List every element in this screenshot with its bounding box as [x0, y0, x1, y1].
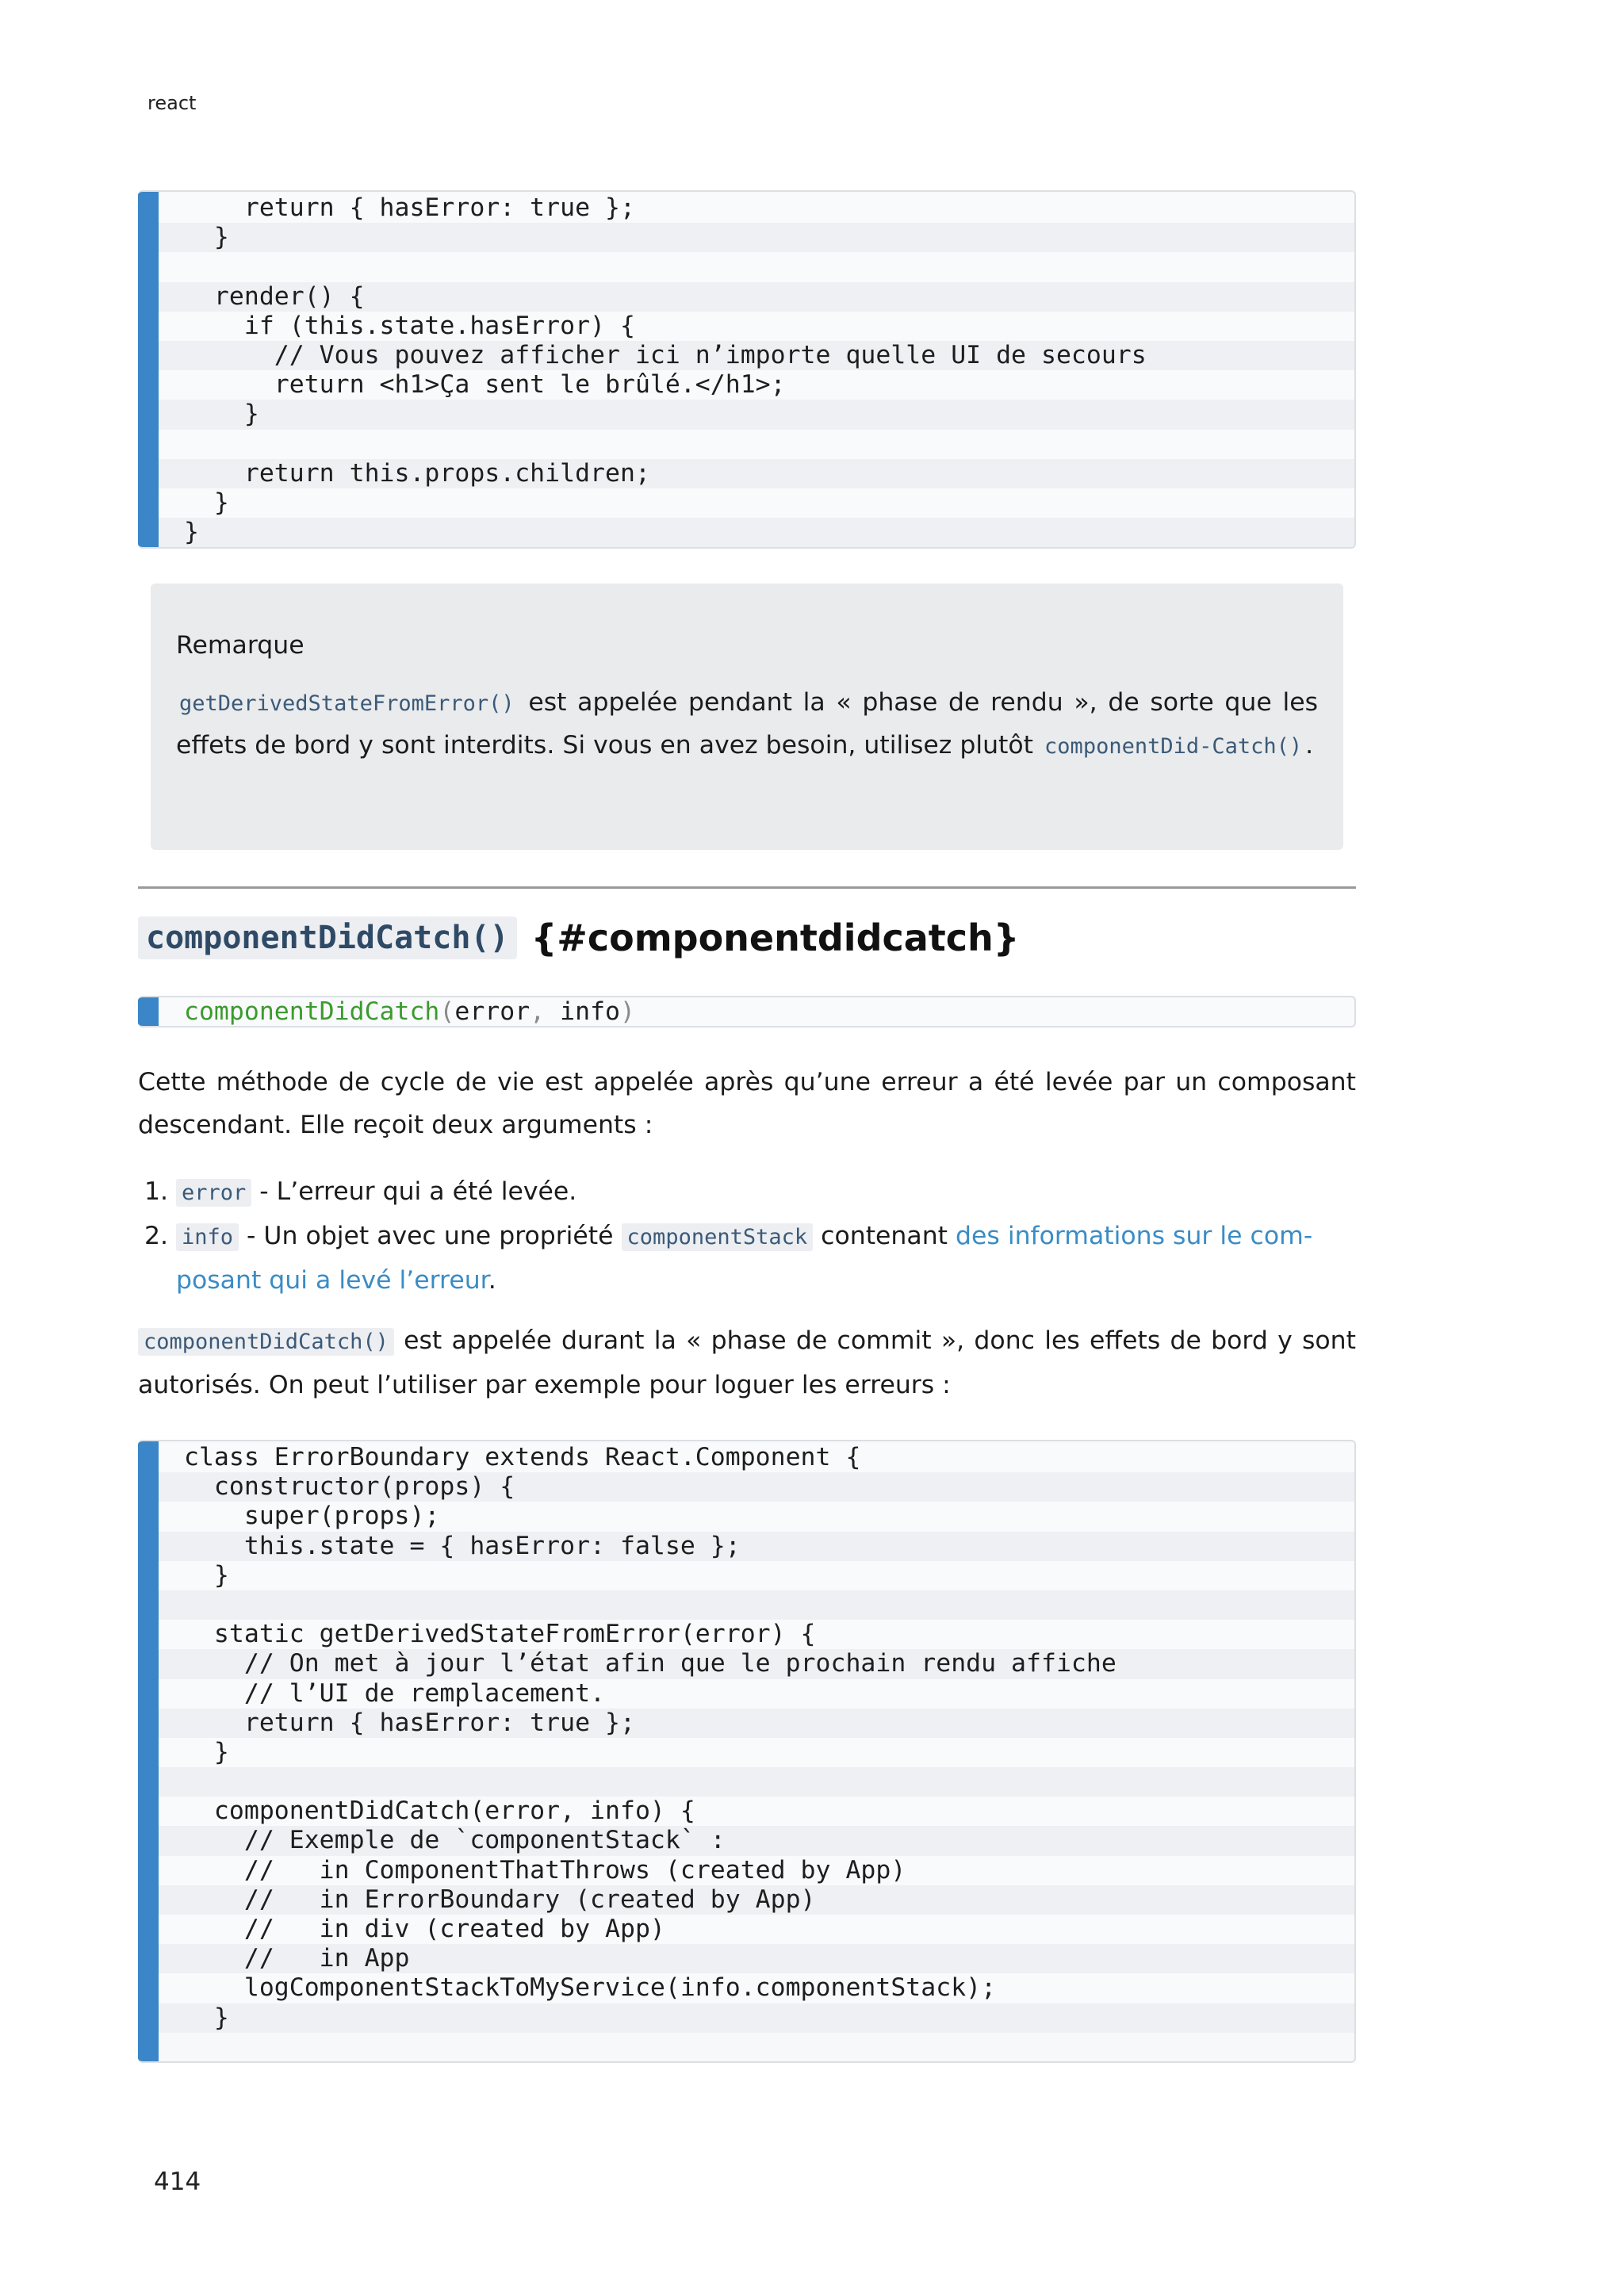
code-line: // in div (created by App) — [159, 1915, 1354, 1944]
code-line: // in ErrorBoundary (created by App) — [159, 1885, 1354, 1915]
section-heading — [138, 912, 1020, 964]
code-line: } — [159, 488, 1354, 518]
code-block-accent-bar — [138, 1441, 159, 2061]
inline-code: componentDidCatch() — [138, 1328, 394, 1356]
code-line — [159, 1767, 1354, 1797]
inline-code: info — [176, 1223, 239, 1251]
paragraph-text: est appelée durant la « phase de commit », donc les effets de bord y sont autorisés. On peut l’utiliser par exemple pour loguer les erreurs : — [138, 1326, 1356, 1399]
code-line: // in ComponentThatThrows (created by App) — [159, 1856, 1354, 1885]
code-line: return <h1>Ça sent le brûlé.</h1>; — [159, 370, 1354, 400]
code-line: this.state = { hasError: false }; — [159, 1532, 1354, 1561]
code-line: } — [159, 1738, 1354, 1767]
code-line: render() { — [159, 282, 1354, 312]
code-line: // l’UI de remplacement. — [159, 1679, 1354, 1709]
code-line: } — [159, 2003, 1354, 2033]
code-line: // Exemple de `componentStack` : — [159, 1826, 1354, 1855]
code-line — [159, 252, 1354, 281]
code-line — [159, 430, 1354, 459]
code-line: class ErrorBoundary extends React.Component { — [159, 1443, 1354, 1472]
code-line: } — [159, 223, 1354, 252]
code-line: logComponentStackToMyService(info.componentStack); — [159, 1973, 1354, 2003]
note-title: Remarque — [176, 631, 304, 660]
list-item — [138, 1215, 1356, 1302]
list-item — [138, 1170, 1356, 1215]
code-line: } — [159, 400, 1354, 429]
inline-code: getDerivedStateFromError() — [179, 691, 515, 716]
code-line: componentDidCatch(error, info) { — [159, 1797, 1354, 1826]
list-text: . — [488, 1266, 496, 1295]
code-block-error-boundary — [138, 1440, 1356, 2063]
side-effects-paragraph — [138, 1319, 1356, 1406]
code-line: // Vous pouvez afficher ici n’importe quelle UI de secours — [159, 341, 1354, 370]
list-text: - Un objet avec une propriété — [239, 1222, 622, 1250]
code-line: // On met à jour l’état afin que le prochain rendu affiche — [159, 1649, 1354, 1678]
list-text: contenant — [813, 1222, 956, 1250]
code-line: return { hasError: true }; — [159, 193, 1354, 223]
code-line — [159, 1590, 1354, 1620]
note-text: est appelée pendant la « phase de rendu », de sorte que les effets de bord y sont interdits. Si vous en avez besoin, utilisez plutôt — [176, 688, 1318, 760]
heading-code: componentDidCatch() — [138, 916, 517, 959]
running-head: react — [147, 92, 197, 114]
signature-accent-bar — [138, 997, 159, 1026]
note-text: . — [1305, 731, 1314, 760]
note-box — [151, 584, 1343, 850]
code-line: static getDerivedStateFromError(error) { — [159, 1620, 1354, 1649]
code-block-error-boundary-end — [138, 190, 1356, 549]
page-number: 414 — [154, 2168, 201, 2196]
code-line: constructor(props) { — [159, 1472, 1354, 1502]
signature-arg: error — [454, 997, 530, 1026]
signature-paren: ( — [439, 997, 455, 1026]
signature-line — [184, 997, 1354, 1026]
description-paragraph: Cette méthode de cycle de vie est appelée après qu’une erreur a été levée par un composant descendant. Elle reçoit deux arguments : — [138, 1068, 1356, 1139]
code-line: } — [159, 518, 1354, 547]
inline-code: error — [176, 1179, 251, 1207]
list-number: 2. — [144, 1222, 169, 1250]
code-line: super(props); — [159, 1502, 1354, 1531]
method-signature — [138, 996, 1356, 1027]
code-block-accent-bar — [138, 192, 159, 547]
signature-function-name: componentDidCatch — [184, 997, 440, 1026]
arguments-list — [138, 1170, 1356, 1302]
component-stack-link[interactable]: des informations sur le com-posant qui a levé l’erreur — [176, 1222, 1313, 1295]
heading-anchor: {#componentdidcatch} — [530, 916, 1020, 959]
list-text: - L’erreur qui a été levée. — [251, 1177, 577, 1206]
note-body — [176, 682, 1318, 767]
code-line: return this.props.children; — [159, 459, 1354, 488]
list-number: 1. — [144, 1177, 169, 1206]
signature-paren: ) — [620, 997, 635, 1026]
inline-code: componentStack — [622, 1223, 814, 1251]
code-line: return { hasError: true }; — [159, 1709, 1354, 1738]
inline-code: componentDid-Catch() — [1044, 734, 1303, 759]
code-line: // in App — [159, 1944, 1354, 1973]
signature-arg: info — [545, 997, 620, 1026]
code-lines — [159, 1441, 1354, 2033]
signature-comma: , — [530, 997, 546, 1026]
code-line: } — [159, 1561, 1354, 1590]
section-divider — [138, 886, 1356, 889]
code-lines — [159, 192, 1354, 547]
code-line: if (this.state.hasError) { — [159, 312, 1354, 341]
